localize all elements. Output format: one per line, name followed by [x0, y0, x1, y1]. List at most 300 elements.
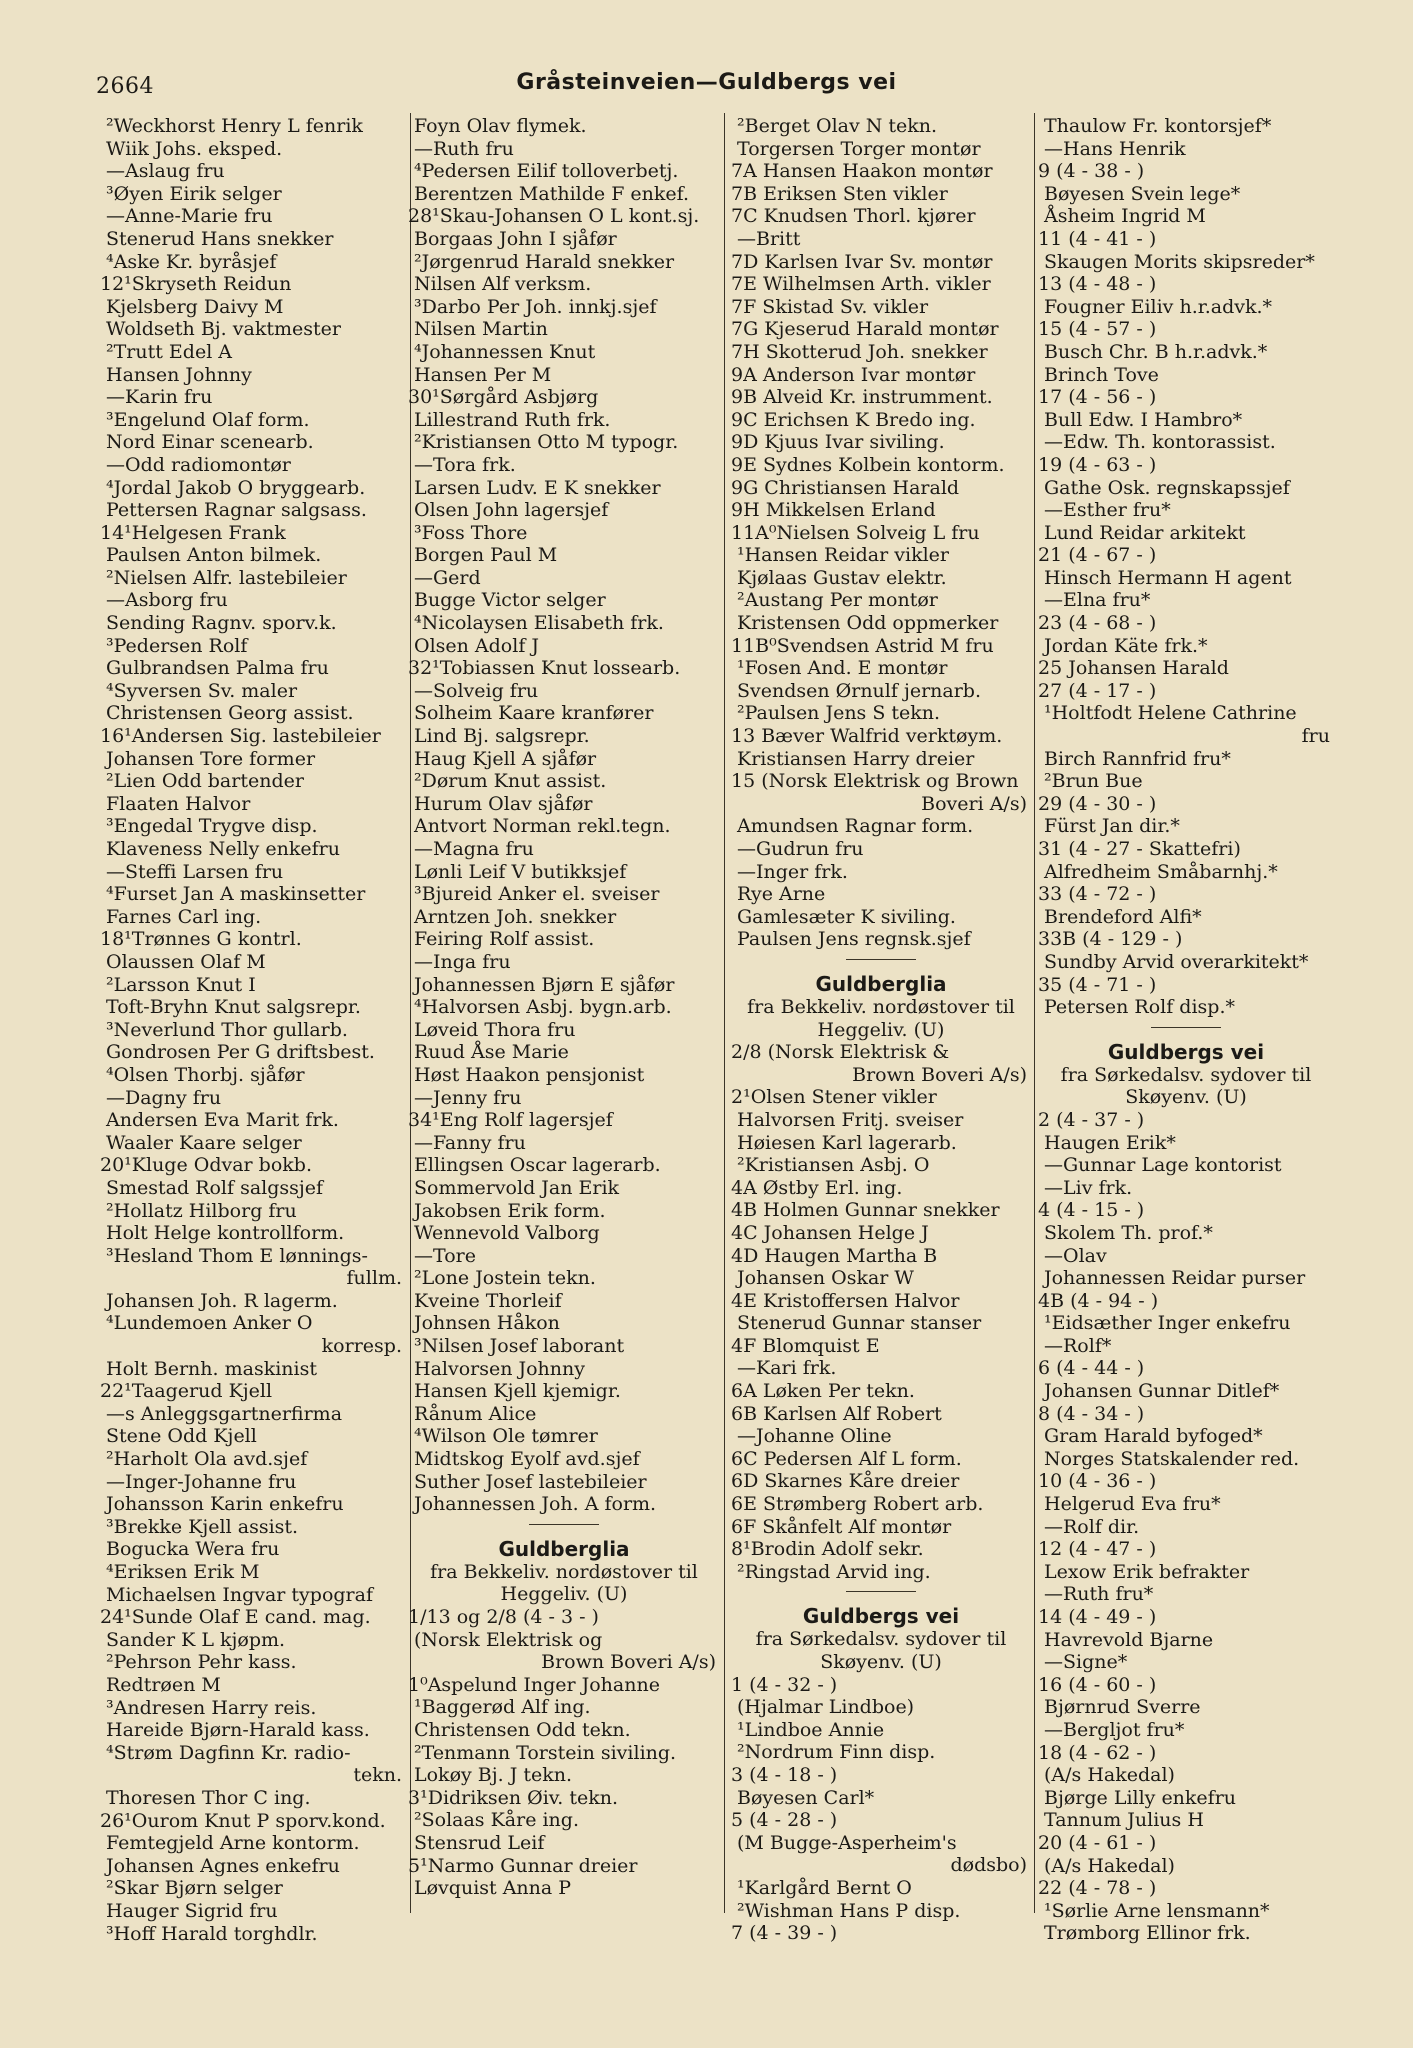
directory-entry: ⁴Strøm Dagfinn Kr. radio- [106, 1741, 351, 1764]
directory-entry: 1 (4 - 32 - ) [731, 1673, 838, 1696]
directory-entry: 14 (4 - 49 - ) [1038, 1606, 1157, 1628]
directory-entry: 9 (4 - 38 - ) [1038, 160, 1145, 183]
directory-entry: Fürst Jan dir.* [1044, 815, 1180, 838]
directory-entry: Havrevold Bjarne [1044, 1628, 1214, 1651]
directory-entry: (A/s Hakedal) [1044, 1764, 1175, 1787]
directory-entry: Halvorsen Fritj. sveiser [737, 1108, 964, 1131]
directory-entry: Hansen Johnny [106, 363, 252, 386]
directory-entry: ²Tenmann Torstein siviling. [414, 1741, 677, 1764]
directory-entry: 32¹Tobiassen Knut lossearb. [408, 657, 681, 680]
directory-entry: 20 (4 - 61 - ) [1038, 1831, 1157, 1854]
directory-entry: Lund Reidar arkitekt [1044, 521, 1246, 544]
directory-entry: —Jenny fru [414, 1086, 522, 1109]
directory-entry: 2 (4 - 37 - ) [1038, 1108, 1145, 1131]
directory-entry: —Aslaug fru [106, 160, 225, 183]
street-route: fra Sørkedalsv. sydover til [1060, 1063, 1312, 1086]
directory-entry: 19 (4 - 63 - ) [1038, 453, 1157, 476]
directory-entry: Paulsen Anton bilmek. [106, 544, 322, 567]
directory-entry: Thoresen Thor C ing. [106, 1786, 311, 1809]
directory-entry: Farnes Carl ing. [106, 905, 262, 928]
directory-entry: ²Larsson Knut I [106, 973, 256, 996]
directory-entry: —Olav [1044, 1244, 1107, 1267]
directory-entry: Hauger Sigrid fru [106, 1899, 278, 1922]
directory-entry: Ellingsen Oscar lagerarb. [414, 1154, 661, 1177]
directory-entry: Løveid Thora fru [414, 1018, 576, 1041]
directory-entry: korresp. [321, 1335, 402, 1358]
directory-entry: ³Nilsen Josef laborant [414, 1335, 625, 1358]
directory-entry: ³Foss Thore [414, 521, 528, 544]
directory-entry: 9E Sydnes Kolbein kontorm. [731, 453, 1005, 476]
directory-entry: ³Neverlund Thor gullarb. [106, 1018, 348, 1041]
directory-entry: ⁴Lundemoen Anker O [106, 1312, 313, 1335]
directory-entry: —Gudrun fru [737, 838, 864, 860]
directory-entry: Gamlesæter K siviling. [737, 905, 956, 928]
directory-entry: Stene Odd Kjell [106, 1425, 257, 1448]
directory-entry: fullm. [346, 1267, 402, 1290]
directory-entry: —Rolf* [1044, 1334, 1112, 1357]
directory-entry: Foyn Olav flymek. [414, 115, 587, 137]
directory-entry: Solheim Kaare kranfører [414, 702, 654, 725]
directory-entry: —Inga fru [414, 950, 511, 973]
directory-entry: —Gerd [414, 566, 481, 589]
directory-entry: Hurum Olav sjåfør [414, 792, 593, 815]
directory-entry: —Karin fru [106, 386, 213, 409]
directory-entry: Sending Ragnv. sporv.k. [106, 612, 337, 635]
directory-entry: ⁴Jordal Jakob O bryggearb. [106, 476, 366, 499]
directory-entry: ¹Fosen And. E montør [737, 657, 948, 680]
directory-entry: 9A Anderson Ivar montør [731, 363, 976, 386]
directory-entry: Wiik Johs. eksped. [106, 137, 283, 160]
directory-entry: Bjørge Lilly enkefru [1044, 1786, 1237, 1809]
directory-entry: Nilsen Martin [414, 318, 548, 341]
section-separator [529, 1524, 599, 1525]
directory-entry: Lind Bj. salgsrepr. [414, 725, 590, 748]
directory-entry: Brendeford Alfi* [1044, 905, 1202, 928]
street-heading: Guldberglia [815, 971, 947, 996]
directory-entry: 16 (4 - 60 - ) [1038, 1673, 1157, 1696]
directory-entry: Rye Arne [737, 883, 826, 906]
street-route: fra Bekkeliv. nordøstover til [747, 995, 1015, 1018]
directory-entry: 6D Skarnes Kåre dreier [731, 1470, 960, 1493]
directory-entry: ²Lien Odd bartender [106, 770, 304, 793]
directory-entry: ²Nordrum Finn disp. [737, 1741, 936, 1764]
directory-entry: 6A Løken Per tekn. [731, 1380, 915, 1403]
directory-entry: ²Ringstad Arvid ing. [737, 1560, 931, 1583]
directory-entry: 4 (4 - 15 - ) [1038, 1199, 1145, 1222]
directory-entry: 31 (4 - 27 - Skattefri) [1038, 838, 1241, 860]
directory-entry: ²Skar Bjørn selger [106, 1877, 283, 1900]
directory-entry: Stenerud Hans snekker [106, 227, 334, 250]
section-separator [1151, 1027, 1221, 1028]
directory-entry: —Steffi Larsen fru [106, 860, 284, 883]
directory-entry: Kristiansen Harry dreier [737, 747, 975, 770]
directory-entry: ²Weckhorst Henry L fenrik [106, 115, 363, 137]
directory-entry: ³Hoff Harald torghdlr. [106, 1922, 318, 1945]
directory-entry: ²Austang Per montør [737, 589, 938, 612]
column-4 [1038, 115, 1334, 1945]
directory-entry: 27 (4 - 17 - ) [1038, 679, 1157, 702]
directory-entry: Berentzen Mathilde F enkef. [414, 182, 690, 205]
directory-entry: 5¹Narmo Gunnar dreier [408, 1854, 638, 1877]
column-2 [408, 115, 720, 1900]
street-route-end: Heggeliv. (U) [500, 1583, 628, 1606]
directory-entry: ²Kristiansen Asbj. O [737, 1154, 930, 1177]
directory-entry: 4D Haugen Martha B [731, 1244, 938, 1267]
directory-entry: Arntzen Joh. snekker [414, 905, 617, 928]
directory-entry: Klaveness Nelly enkefru [106, 838, 340, 860]
directory-entry: 7H Skotterud Joh. snekker [731, 340, 988, 363]
directory-entry: Johansen Agnes enkefru [106, 1854, 340, 1877]
directory-entry: 34¹Eng Rolf lagersjef [408, 1109, 613, 1132]
directory-entry: 6 (4 - 44 - ) [1038, 1357, 1145, 1380]
directory-entry: —Ruth fru [414, 137, 514, 160]
directory-entry: Boveri A/s) [921, 792, 1027, 815]
directory-entry: Bjørnrud Sverre [1044, 1696, 1201, 1719]
directory-entry: 4B Holmen Gunnar snekker [731, 1199, 1000, 1222]
directory-entry: 18 (4 - 62 - ) [1038, 1741, 1157, 1764]
directory-entry: —Inger frk. [737, 860, 848, 883]
directory-entry: 4C Johansen Helge J [731, 1221, 929, 1244]
directory-entry: Sundby Arvid overarkitekt* [1044, 950, 1309, 973]
directory-entry: ²Brun Bue [1044, 770, 1143, 793]
directory-entry: 9H Mikkelsen Erland [731, 499, 936, 522]
directory-entry: 1⁰Aspelund Inger Johanne [408, 1673, 660, 1696]
directory-entry: —s Anleggsgartnerfirma [106, 1402, 343, 1425]
directory-entry: Halvorsen Johnny [414, 1357, 585, 1380]
directory-entry: ¹Holtfodt Helene Cathrine [1044, 702, 1297, 725]
directory-entry: 21 (4 - 67 - ) [1038, 544, 1157, 567]
directory-entry: ¹Lindboe Annie [737, 1718, 885, 1741]
directory-entry: Petersen Rolf disp.* [1044, 996, 1235, 1019]
directory-entry: ⁴Halvorsen Asbj. bygn.arb. [414, 996, 672, 1019]
directory-entry: 5 (4 - 28 - ) [731, 1809, 838, 1832]
directory-entry: 11A⁰Nielsen Solveig L fru [731, 521, 980, 544]
street-heading: Guldbergs vei [802, 1604, 960, 1629]
directory-entry: ²Hollatz Hilborg fru [106, 1199, 297, 1222]
directory-entry: 33B (4 - 129 - ) [1038, 928, 1183, 951]
directory-entry: —Dagny fru [106, 1086, 222, 1109]
section-separator [846, 959, 916, 960]
directory-entry: Johansen Tore former [106, 747, 316, 770]
directory-entry: 30¹Sørgård Asbjørg [408, 386, 599, 409]
directory-entry: 7G Kjeserud Harald montør [731, 318, 999, 341]
directory-entry: Toft-Bryhn Knut salgsrepr. [106, 996, 361, 1019]
directory-entry: 4B (4 - 94 - ) [1038, 1289, 1159, 1312]
directory-entry: 4F Blomquist E [731, 1334, 880, 1357]
directory-entry: 15 (Norsk Elektrisk og Brown [731, 770, 1019, 793]
directory-entry: 7B Eriksen Sten vikler [731, 182, 948, 205]
directory-entry: 8¹Brodin Adolf sekr. [731, 1538, 924, 1561]
directory-entry: ¹Eidsæther Inger enkefru [1044, 1312, 1291, 1335]
directory-entry: Woldseth Bj. vaktmester [106, 318, 341, 341]
directory-entry: Christensen Georg assist. [106, 702, 354, 725]
directory-entry: —Esther fru* [1044, 499, 1171, 522]
column-3-section-1-entries [731, 1041, 1031, 1583]
directory-entry: Waaler Kaare selger [106, 1131, 302, 1154]
directory-entry: 15 (4 - 57 - ) [1038, 318, 1157, 341]
directory-entry: Svendsen Ørnulf jernarb. [737, 679, 982, 702]
directory-entry: Rånum Alice [414, 1402, 537, 1425]
directory-entry: Brown Boveri A/s) [541, 1651, 716, 1674]
directory-entry: Bøyesen Carl* [737, 1786, 875, 1809]
directory-entry: Christensen Odd tekn. [414, 1718, 631, 1741]
directory-entry: 4E Kristoffersen Halvor [731, 1289, 960, 1312]
column-1 [100, 115, 406, 1945]
directory-entry: 35 (4 - 71 - ) [1038, 973, 1157, 996]
street-heading: Guldbergs vei [1107, 1039, 1265, 1064]
directory-entry: 6E Strømberg Robert arb. [731, 1493, 984, 1516]
directory-entry: (Hjalmar Lindboe) [737, 1696, 915, 1719]
column-2-section-entries [408, 1606, 720, 1900]
directory-entry: Haugen Erik* [1044, 1131, 1176, 1154]
directory-entry: (A/s Hakedal) [1044, 1854, 1175, 1877]
directory-entry: Skolem Th. prof.* [1044, 1221, 1213, 1244]
directory-entry: 12¹Skryseth Reidun [100, 273, 292, 296]
directory-entry: 9G Christiansen Harald [731, 476, 960, 499]
directory-entry: Antvort Norman rekl.tegn. [414, 815, 671, 838]
section-separator [846, 1591, 916, 1592]
directory-entry: 7 (4 - 39 - ) [731, 1922, 838, 1945]
directory-entry: —Johanne Oline [737, 1425, 892, 1448]
directory-entry: 7A Hansen Haakon montør [731, 160, 993, 183]
directory-entry: —Odd radiomontør [106, 453, 291, 476]
directory-entry: Nord Einar scenearb. [106, 431, 314, 454]
directory-entry: Flaaten Halvor [106, 792, 251, 815]
directory-entry: ²Berget Olav N tekn. [737, 115, 938, 137]
directory-entry: Larsen Ludv. E K snekker [414, 476, 661, 499]
street-heading: Guldberglia [498, 1536, 630, 1561]
directory-entry: ²Wishman Hans P disp. [737, 1899, 961, 1922]
directory-entry: —Inger-Johanne fru [106, 1470, 297, 1493]
directory-entry: Johannessen Reidar purser [1044, 1267, 1306, 1290]
directory-entry: —Kari frk. [737, 1357, 837, 1380]
directory-entry: 7D Karlsen Ivar Sv. montør [731, 250, 993, 273]
directory-entry: ⁴Furset Jan A maskinsetter [106, 883, 366, 906]
directory-entry: —Solveig fru [414, 679, 539, 702]
directory-entry: ¹Sørlie Arne lensmann* [1044, 1899, 1270, 1922]
directory-entry: 11B⁰Svendsen Astrid M fru [731, 634, 994, 657]
directory-entry: Skaugen Morits skipsreder* [1044, 250, 1315, 273]
directory-entry: ³Bjureid Anker el. sveiser [414, 883, 660, 906]
directory-entry: 9C Erichsen K Bredo ing. [731, 408, 976, 431]
directory-entry: ³Engedal Trygve disp. [106, 815, 318, 838]
street-route-end: Skøyenv. (U) [820, 1651, 942, 1673]
directory-entry: ³Andresen Harry reis. [106, 1696, 317, 1719]
directory-entry: Hansen Kjell kjemigr. [414, 1380, 621, 1403]
directory-entry: —Signe* [1044, 1651, 1128, 1674]
directory-entry: —Bergljot fru* [1044, 1718, 1185, 1741]
directory-entry: 26¹Ourom Knut P sporv.kond. [100, 1809, 386, 1832]
directory-entry: 22¹Taagerud Kjell [100, 1380, 273, 1403]
directory-entry: Sander K L kjøpm. [106, 1628, 286, 1651]
directory-entry: 23 (4 - 68 - ) [1038, 612, 1157, 635]
directory-entry: Jakobsen Erik form. [414, 1199, 606, 1222]
directory-entry: 1/13 og 2/8 (4 - 3 - ) [408, 1606, 599, 1628]
directory-entry: Thaulow Fr. kontorsjef* [1044, 115, 1272, 137]
column-3-section-2-entries [731, 1674, 1031, 1945]
directory-entry: Løvquist Anna P [414, 1877, 572, 1900]
directory-entry: ²Nielsen Alfr. lastebileier [106, 566, 347, 589]
directory-entry: —Ruth fru* [1044, 1583, 1154, 1606]
directory-entry: Fougner Eiliv h.r.advk.* [1044, 295, 1273, 318]
directory-entry: Kjelsberg Daivy M [106, 295, 284, 318]
directory-entry: Johnsen Håkon [414, 1312, 560, 1335]
directory-entry: —Britt [737, 227, 801, 250]
directory-entry: Johannessen Joh. A form. [414, 1493, 657, 1516]
directory-entry: ⁴Olsen Thorbj. sjåfør [106, 1063, 305, 1086]
directory-entry: Holt Bernh. maskinist [106, 1357, 317, 1380]
directory-entry: Olsen John lagersjef [414, 499, 609, 522]
directory-entry: 7E Wilhelmsen Arth. vikler [731, 273, 991, 296]
directory-entry: 3 (4 - 18 - ) [731, 1763, 838, 1786]
directory-entry: 24¹Sunde Olaf E cand. mag. [100, 1606, 371, 1629]
directory-entry: 16¹Andersen Sig. lastebileier [100, 725, 381, 748]
directory-entry: Midtskog Eyolf avd.sjef [414, 1448, 640, 1471]
directory-entry: Busch Chr. B h.r.advk.* [1044, 340, 1268, 363]
directory-entry: 13 Bæver Walfrid verktøym. [731, 725, 1003, 748]
directory-entry: —Anne-Marie fru [106, 205, 273, 228]
directory-entry: fru [1301, 725, 1330, 748]
directory-entry: Gram Harald byfoged* [1044, 1425, 1263, 1448]
directory-entry: 25 Johansen Harald [1038, 657, 1229, 680]
directory-entry: 14¹Helgesen Frank [100, 521, 286, 544]
directory-entry: Pettersen Ragnar salgsass. [106, 499, 367, 522]
directory-entry: 7F Skistad Sv. vikler [731, 295, 929, 318]
directory-entry: 13 (4 - 48 - ) [1038, 273, 1157, 296]
directory-entry: Ruud Åse Marie [414, 1041, 569, 1064]
column-3 [731, 115, 1031, 1945]
directory-entry: ⁴Nicolaysen Elisabeth frk. [414, 612, 664, 635]
directory-entry: ³Brekke Kjell assist. [106, 1515, 299, 1538]
directory-entry: (M Bugge-Asperheim's [737, 1831, 957, 1854]
directory-entry: ²Kristiansen Otto M typogr. [414, 431, 679, 454]
directory-entry: Gondrosen Per G driftsbest. [106, 1041, 375, 1064]
directory-entry: —Gunnar Lage kontorist [1044, 1154, 1282, 1177]
column-divider [724, 113, 725, 1913]
directory-entry: Johannessen Bjørn E sjåfør [414, 973, 675, 996]
column-3-entries [731, 115, 1031, 951]
directory-entry: —Elna fru* [1044, 589, 1151, 612]
column-2-entries [408, 115, 720, 1516]
directory-entry: Kjølaas Gustav elektr. [737, 566, 947, 589]
street-route-end: Skøyenv. (U) [1125, 1086, 1247, 1109]
directory-entry: Bøyesen Svein lege* [1044, 182, 1241, 205]
directory-entry: Åsheim Ingrid M [1044, 205, 1206, 228]
directory-entry: Stenerud Gunnar stanser [737, 1312, 982, 1335]
directory-entry: 2¹Olsen Stener vikler [731, 1086, 937, 1109]
directory-entry: Gulbrandsen Palma fru [106, 657, 329, 680]
directory-entry: 3¹Didriksen Øiv. tekn. [408, 1786, 619, 1809]
directory-entry: ²Dørum Knut assist. [414, 770, 607, 793]
directory-entry: Olsen Adolf J [414, 634, 540, 657]
directory-entry: Holt Helge kontrollform. [106, 1222, 345, 1245]
column-4-entries [1038, 115, 1334, 1019]
directory-entry: 10 (4 - 36 - ) [1038, 1470, 1157, 1493]
directory-entry: Jordan Käte frk.* [1044, 634, 1208, 657]
directory-entry: Johansson Karin enkefru [106, 1493, 344, 1516]
column-divider [1034, 113, 1035, 1913]
directory-entry: —Asborg fru [106, 589, 228, 612]
directory-entry: Smestad Rolf salgssjef [106, 1176, 324, 1199]
directory-entry: 9B Alveid Kr. instrumment. [731, 386, 993, 409]
directory-entry: Torgersen Torger montør [737, 137, 981, 160]
directory-entry: 11 (4 - 41 - ) [1038, 227, 1157, 250]
directory-entry: Bugge Victor selger [414, 589, 606, 612]
street-route: fra Sørkedalsv. sydover til [755, 1628, 1007, 1651]
directory-entry: Andersen Eva Marit frk. [106, 1109, 339, 1132]
directory-entry: Sommervold Jan Erik [414, 1176, 620, 1199]
directory-entry: —Edw. Th. kontorassist. [1044, 431, 1276, 454]
directory-entry: 29 (4 - 30 - ) [1038, 792, 1157, 815]
directory-entry: ⁴Eriksen Erik M [106, 1561, 260, 1583]
directory-entry: —Tora frk. [414, 453, 516, 476]
directory-entry: ³Darbo Per Joh. innkj.sjef [414, 295, 657, 318]
directory-entry: ³Øyen Eirik selger [106, 182, 282, 205]
directory-entry: —Tore [414, 1244, 476, 1267]
directory-entry: ¹Hansen Reidar vikler [737, 544, 949, 567]
directory-entry: 20¹Kluge Odvar bokb. [100, 1154, 312, 1177]
column-4-section-entries [1038, 1109, 1334, 1945]
directory-entry: ²Pehrson Pehr kass. [106, 1651, 297, 1674]
directory-entry: 2/8 (Norsk Elektrisk & [731, 1041, 950, 1064]
directory-entry: Brinch Tove [1044, 363, 1159, 386]
directory-entry: tekn. [353, 1764, 402, 1787]
directory-entry: 4A Østby Erl. ing. [731, 1176, 903, 1199]
directory-entry: ²Lone Jostein tekn. [414, 1267, 596, 1290]
directory-entry: 28¹Skau-Johansen O L kont.sj. [408, 205, 700, 228]
directory-entry: ¹Baggerød Alf ing. [414, 1696, 591, 1719]
directory-entry: —Rolf dir. [1044, 1515, 1140, 1538]
directory-entry: ²Trutt Edel A [106, 340, 233, 363]
directory-entry: Redtrøen M [106, 1673, 221, 1696]
directory-entry: —Fanny fru [414, 1131, 526, 1154]
directory-entry: 7C Knudsen Thorl. kjører [731, 205, 976, 228]
directory-entry: ²Solaas Kåre ing. [414, 1809, 579, 1832]
directory-entry: Johansen Oskar W [737, 1267, 914, 1290]
directory-entry: 33 (4 - 72 - ) [1038, 883, 1157, 906]
directory-entry: ¹Karlgård Bernt O [737, 1876, 912, 1899]
directory-entry: Michaelsen Ingvar typograf [106, 1583, 373, 1606]
directory-entry: ³Hesland Thom E lønnings- [106, 1244, 368, 1267]
directory-entry: Lexow Erik befrakter [1044, 1560, 1250, 1583]
directory-entry: Paulsen Jens regnsk.sjef [737, 928, 971, 951]
directory-entry: Høiesen Karl lagerarb. [737, 1131, 957, 1154]
directory-entry: ⁴Johannessen Knut [414, 340, 596, 363]
directory-entry: 17 (4 - 56 - ) [1038, 386, 1157, 409]
directory-entry: ³Engelund Olaf form. [106, 408, 310, 431]
directory-entry: Hinsch Hermann H agent [1044, 566, 1292, 589]
directory-entry: ⁴Pedersen Eilif tolloverbetj. [414, 160, 679, 183]
street-route: fra Bekkeliv. nordøstover til [430, 1560, 698, 1583]
directory-entry: Lillestrand Ruth frk. [414, 408, 611, 431]
directory-entry: Olaussen Olaf M [106, 950, 266, 973]
directory-entry: ⁴Syversen Sv. maler [106, 679, 298, 702]
directory-entry: ⁴Aske Kr. byråsjef [106, 250, 277, 273]
directory-entry: Borgen Paul M [414, 544, 558, 567]
directory-entry: Norges Statskalender red. [1044, 1447, 1300, 1470]
directory-entry: Borgaas John I sjåfør [414, 227, 617, 250]
directory-entry: Høst Haakon pensjonist [414, 1063, 645, 1086]
directory-entry: 6F Skånfelt Alf montør [731, 1515, 952, 1538]
directory-entry: Wennevold Valborg [414, 1222, 600, 1245]
directory-entry: Tannum Julius H [1044, 1809, 1204, 1832]
street-route-end: Heggeliv. (U) [817, 1018, 945, 1041]
directory-entry: Birch Rannfrid fru* [1044, 747, 1231, 770]
directory-entry: (Norsk Elektrisk og [414, 1628, 603, 1651]
directory-entry: ²Jørgenrud Harald snekker [414, 250, 675, 273]
directory-entry: 12 (4 - 47 - ) [1038, 1538, 1157, 1561]
directory-entry: Haug Kjell A sjåfør [414, 747, 597, 770]
